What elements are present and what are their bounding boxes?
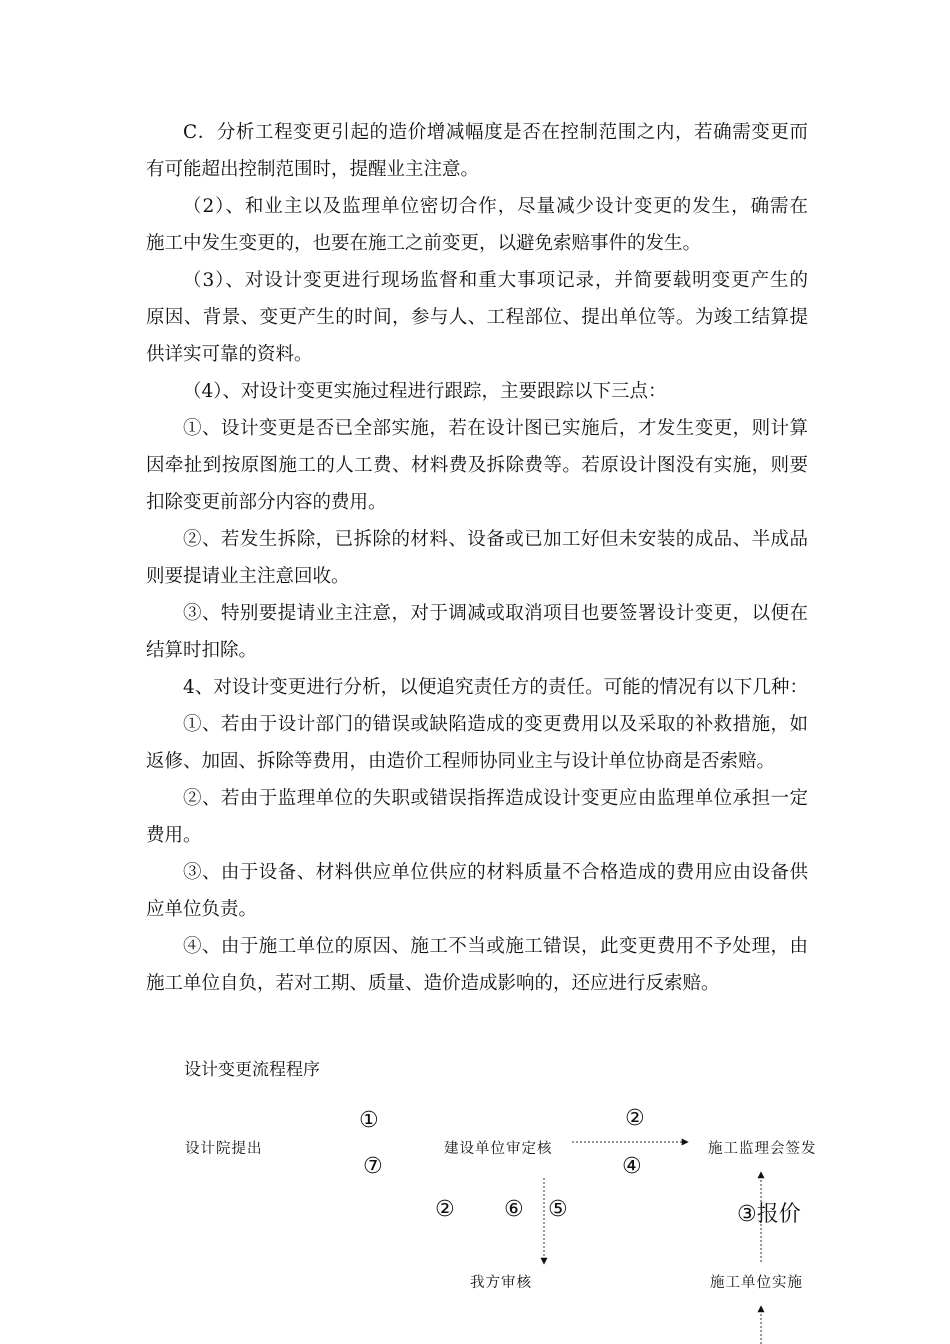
node-design-institute: 设计院提出 <box>185 1141 263 1157</box>
text-line: 有可能超出控制范围时，提醒业主注意。 <box>146 159 480 180</box>
text-line: 扣除变更前部分内容的费用。 <box>146 492 387 513</box>
text-line: （4）、对设计变更实施过程进行跟踪，主要跟踪以下三点： <box>183 381 667 402</box>
text-line: 费用。 <box>146 825 202 846</box>
node-supervision-sign: 施工监理会签发 <box>708 1141 817 1157</box>
text-line: （3）、对设计变更进行现场监督和重大事项记录，并简要载明变更产生的 <box>183 270 808 291</box>
text-line: ③、特别要提请业主注意，对于调减或取消项目也要签署设计变更，以便在 <box>183 603 808 624</box>
step-2-label: ② <box>625 1106 645 1131</box>
text-line: C．分析工程变更引起的造价增减幅度是否在控制范围之内，若确需变更而 <box>183 122 808 143</box>
text-line: 施工单位自负，若对工期、质量、造价造成影响的，还应进行反索赔。 <box>146 973 720 994</box>
node-owner-review: 建设单位审定核 <box>444 1141 553 1157</box>
text-line: 原因、背景、变更产生的时间，参与人、工程部位、提出单位等。为竣工结算提 <box>146 307 808 328</box>
text-line: 结算时扣除。 <box>146 640 258 661</box>
text-line: ①、设计变更是否已全部实施，若在设计图已实施后，才发生变更，则计算 <box>183 418 808 439</box>
text-line: ①、若由于设计部门的错误或缺陷造成的变更费用以及采取的补救措施，如 <box>183 714 808 735</box>
text-line: 返修、加固、拆除等费用，由造价工程师协同业主与设计单位协商是否索赔。 <box>146 751 776 772</box>
node-contractor-implement: 施工单位实施 <box>710 1275 803 1291</box>
step-6-label: ⑥ <box>504 1197 524 1222</box>
text-line: 4、对设计变更进行分析，以便追究责任方的责任。可能的情况有以下几种： <box>183 677 808 698</box>
text-line: 应单位负责。 <box>146 899 258 920</box>
step-1-label: ① <box>359 1108 379 1133</box>
text-line: 供详实可靠的资料。 <box>146 344 313 365</box>
step-2-label: ② <box>435 1197 455 1222</box>
step-4-label: ④ <box>622 1154 642 1179</box>
text-line: ②、若发生拆除，已拆除的材料、设备或已加工好但未安装的成品、半成品 <box>183 529 808 550</box>
node-our-review: 我方审核 <box>470 1275 532 1291</box>
text-line: （2）、和业主以及监理单位密切合作，尽量减少设计变更的发生，确需在 <box>183 196 808 217</box>
text-line: 施工中发生变更的，也要在施工之前变更，以避免索赔事件的发生。 <box>146 233 702 254</box>
text-line: ③、由于设备、材料供应单位供应的材料质量不合格造成的费用应由设备供 <box>183 862 808 883</box>
flowchart-title: 设计变更流程程序 <box>184 1060 320 1080</box>
text-line: ④、由于施工单位的原因、施工不当或施工错误，此变更费用不予处理，由 <box>183 936 808 957</box>
text-line: 因牵扯到按原图施工的人工费、材料费及拆除费等。若原设计图没有实施，则要 <box>146 455 808 476</box>
step-7-label: ⑦ <box>363 1154 383 1179</box>
step-5-label: ⑤ <box>548 1197 568 1222</box>
text-line: ②、若由于监理单位的失职或错误指挥造成设计变更应由监理单位承担一定 <box>183 788 808 809</box>
text-line: 则要提请业主注意回收。 <box>146 566 350 587</box>
step-3-quote-label: ③报价 <box>737 1202 801 1227</box>
